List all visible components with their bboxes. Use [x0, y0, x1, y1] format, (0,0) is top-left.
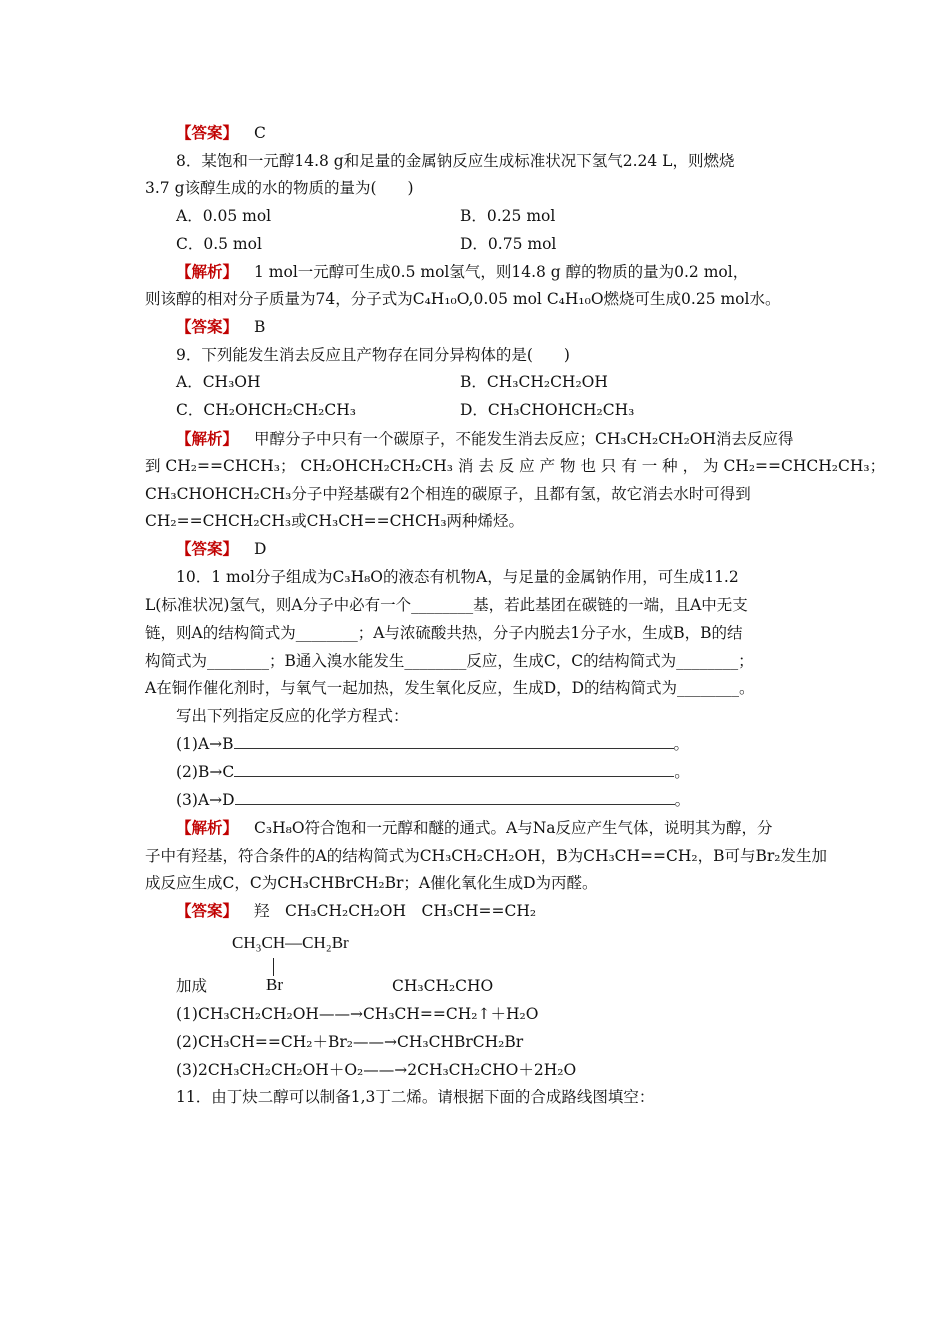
option-row	[176, 371, 841, 393]
answer-line: 【答案】 羟 CH₃CH₂CH₂OH CH₃CH==CH₂	[176, 901, 537, 920]
analysis-line: 【解析】 1 mol一元醇可生成0.5 mol氢气，则14.8 g 醇的物质的量为0.2 mol，	[176, 262, 749, 281]
option-c: C．CH₂OHCH₂CH₂CH₃	[176, 401, 356, 419]
answer-blank	[234, 734, 674, 749]
equation-blank-row: (2)B→C 。	[176, 763, 690, 781]
question-10-stem-cont: 链，则A的结构简式为________；A与浓硫酸共热，分子内脱去1分子水，生成B，B的结	[145, 624, 743, 642]
option-a: A．CH₃OH	[176, 373, 261, 391]
analysis-line-cont: 到 CH₂==CHCH₃； CH₂OHCH₂CH₂CH₃ 消 去 反 应 产 物 也 只 有 一 种 ， 为 CH₂==CHCH₂CH₃；	[145, 457, 886, 475]
equation-blank-row: (1)A→B 。	[176, 735, 690, 753]
option-d: D．CH₃CHOHCH₂CH₃	[460, 401, 635, 419]
analysis-line-cont: CH₂==CHCH₂CH₃或CH₃CH==CHCH₃两种烯烃。	[145, 512, 525, 530]
equation-answer: (2)CH₃CH==CH₂＋Br₂——→CH₃CHBrCH₂Br	[176, 1033, 524, 1051]
equation-blank-row: (3)A→D 。	[176, 791, 691, 809]
question-10-stem-cont: L(标准状况)氢气，则A分子中必有一个________基，若此基团在碳链的一端，且A中无支	[145, 596, 748, 614]
structure-substituent: Br	[266, 975, 283, 994]
option-d: D．0.75 mol	[460, 235, 557, 253]
option-row	[176, 399, 841, 421]
question-9-stem: 9．下列能发生消去反应且产物存在同分异构体的是( )	[176, 346, 570, 364]
answer-tag: 【答案】	[176, 123, 239, 142]
equation-answer: (3)2CH₃CH₂CH₂OH＋O₂——→2CH₃CH₂CHO＋2H₂O	[176, 1061, 577, 1079]
analysis-line-cont: 子中有羟基，符合条件的A的结构简式为CH₃CH₂CH₂OH，B为CH₃CH==CH₂，B可与Br₂发生加	[145, 847, 828, 865]
answer-blank	[234, 762, 674, 777]
answer-tag: 【答案】	[176, 901, 239, 920]
option-a: A．0.05 mol	[176, 207, 272, 225]
analysis-tag: 【解析】	[176, 818, 239, 837]
answer-cont-row: 加成 CH₃CH₂CHO	[176, 977, 494, 995]
answer-tag: 【答案】	[176, 317, 239, 336]
answer-line: 【答案】 B	[176, 317, 266, 336]
option-b: B．CH₃CH₂CH₂OH	[460, 373, 608, 391]
question-11-stem: 11．由丁炔二醇可以制备1,3丁二烯。请根据下面的合成路线图填空：	[176, 1088, 655, 1106]
option-c: C．0.5 mol	[176, 235, 262, 253]
answer-blank	[235, 790, 675, 805]
analysis-line-cont: 则该醇的相对分子质量为74，分子式为C₄H₁₀O,0.05 mol C₄H₁₀O燃烧可生成0.25 mol水。	[145, 290, 781, 308]
structure-main-chain: CH₃CH—CH₂Br	[232, 933, 349, 952]
answer-line: 【答案】 D	[176, 539, 267, 558]
question-8-stem: 8．某饱和一元醇14.8 g和足量的金属钠反应生成标准状况下氢气2.24 L，则燃烧	[176, 152, 735, 170]
analysis-tag: 【解析】	[176, 429, 239, 448]
analysis-tag: 【解析】	[176, 262, 239, 281]
analysis-line: 【解析】 C₃H₈O符合饱和一元醇和醚的通式。A与Na反应产生气体，说明其为醇，分	[176, 818, 773, 837]
question-8-stem-cont: 3.7 g该醇生成的水的物质的量为( )	[145, 179, 414, 197]
question-10-stem-cont: 构简式为________；B通入溴水能发生________反应，生成C，C的结构简式为________；	[145, 652, 754, 670]
equation-answer: (1)CH₃CH₂CH₂OH——→CH₃CH==CH₂↑＋H₂O	[176, 1005, 539, 1023]
analysis-line-cont: CH₃CHOHCH₂CH₃分子中羟基碳有2个相连的碳原子，且都有氢，故它消去水时可得到	[145, 485, 751, 503]
answer-line: 【答案】 C	[176, 123, 266, 142]
structure-bond-line	[273, 958, 274, 976]
option-row	[176, 233, 841, 255]
question-10-instruction: 写出下列指定反应的化学方程式：	[176, 707, 409, 725]
option-b: B．0.25 mol	[460, 207, 556, 225]
question-10-stem: 10．1 mol分子组成为C₃H₈O的液态有机物A，与足量的金属钠作用，可生成11.2	[176, 568, 739, 586]
analysis-line: 【解析】 甲醇分子中只有一个碳原子，不能发生消去反应；CH₃CH₂CH₂OH消去反应得	[176, 429, 794, 448]
option-row	[176, 205, 841, 227]
answer-tag: 【答案】	[176, 539, 239, 558]
question-10-stem-cont: A在铜作催化剂时，与氧气一起加热，发生氧化反应，生成D，D的结构简式为________。	[145, 679, 755, 697]
analysis-line-cont: 成反应生成C，C为CH₃CHBrCH₂Br；A催化氧化生成D为丙醛。	[145, 874, 598, 892]
